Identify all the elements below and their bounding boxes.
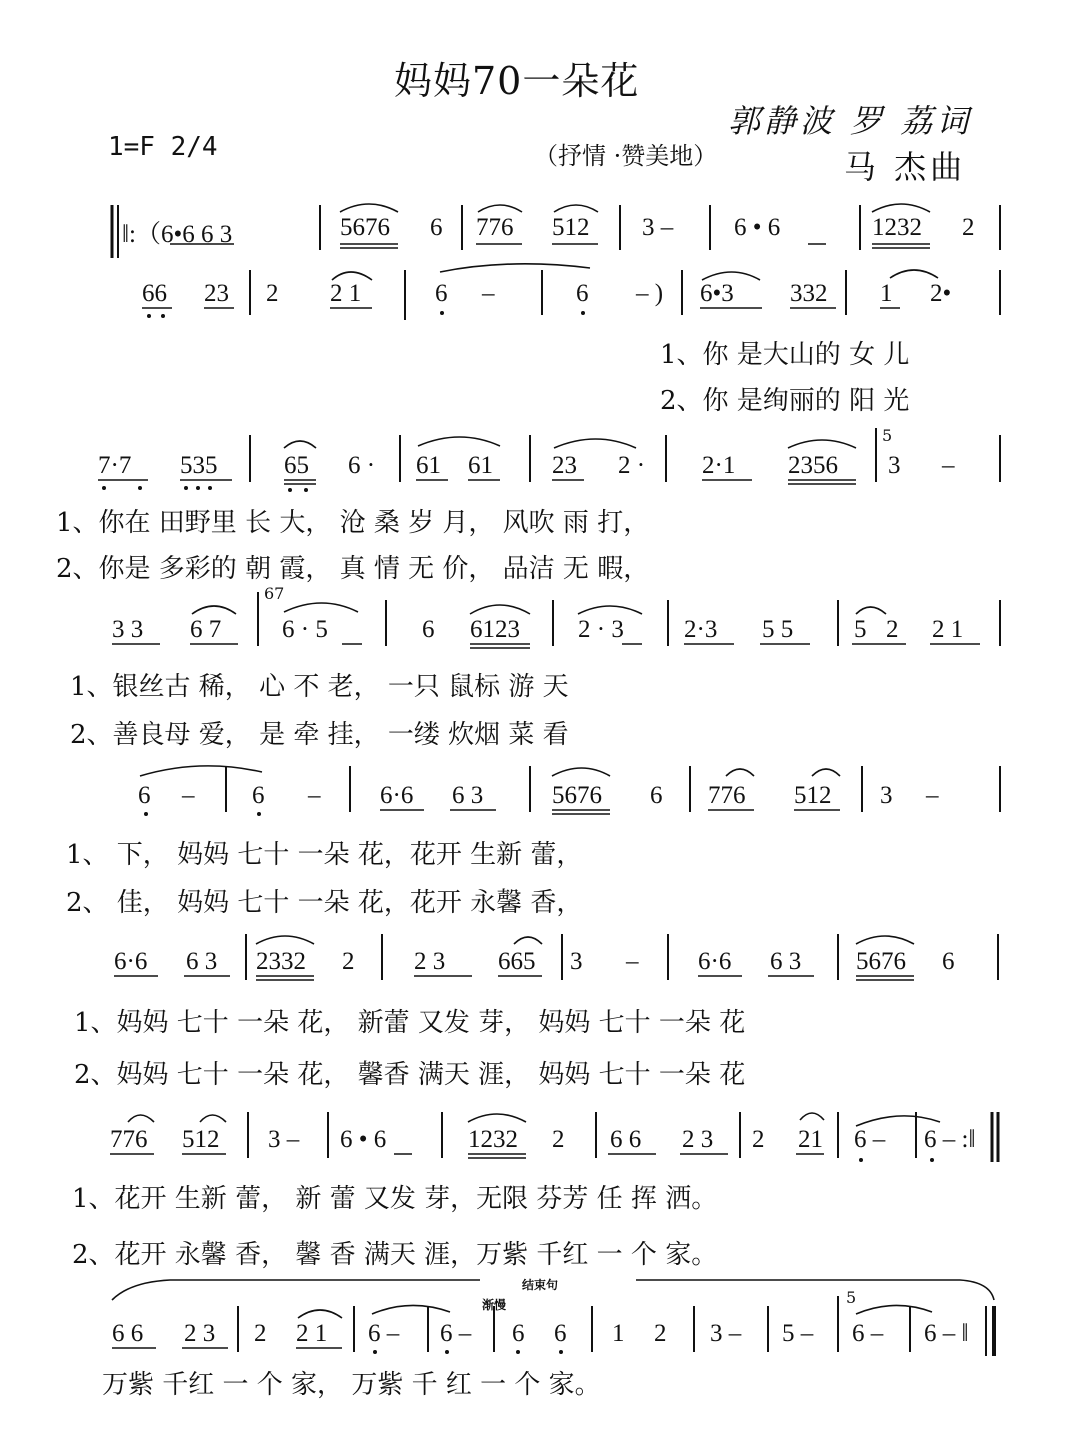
note-group: 3 bbox=[570, 948, 583, 975]
note-group: 5 5 bbox=[762, 616, 794, 643]
note-group: 5676 bbox=[552, 782, 602, 809]
lyric-line-1: 1、你 是大山的 女 儿 bbox=[660, 340, 910, 370]
note-group: 3 3 bbox=[112, 616, 144, 643]
note-group: 776 bbox=[708, 782, 746, 809]
note-group: 6 – bbox=[368, 1320, 400, 1347]
note-group: 61 bbox=[468, 452, 493, 479]
note-group: – bbox=[926, 782, 939, 809]
beams-system-1 bbox=[170, 244, 930, 248]
note-group: 6·6 bbox=[114, 948, 148, 975]
note-group: 2·3 bbox=[684, 616, 718, 643]
expression-marking: （抒情 ·赞美地） bbox=[534, 142, 718, 170]
note-group: 2 bbox=[552, 1126, 565, 1153]
note-group: 3 – bbox=[710, 1320, 742, 1347]
lyric-line-2: 2、妈妈 七十 一朵 花， 馨香 满天 涯， 妈妈 七十 一朵 花 bbox=[74, 1060, 746, 1090]
slurs-system-7 bbox=[128, 1113, 940, 1126]
note-group: – ) bbox=[636, 280, 664, 307]
note-group: 2 bbox=[752, 1126, 765, 1153]
note-group: 6 bbox=[252, 782, 265, 809]
note-group: 3 bbox=[880, 782, 893, 809]
beams-system-7 bbox=[110, 1154, 824, 1158]
key-signature: 1=F 2/4 bbox=[108, 132, 218, 162]
note-group: 6 · 5 bbox=[282, 616, 328, 643]
note-group: 2 bbox=[342, 948, 355, 975]
note-group: – bbox=[482, 280, 495, 307]
note-group: 2332 bbox=[256, 948, 306, 975]
note-group: 665 bbox=[498, 948, 536, 975]
note-group: 6 bbox=[422, 616, 435, 643]
note-group: – bbox=[182, 782, 195, 809]
note-group: 6 bbox=[576, 280, 589, 307]
slurs-system-5 bbox=[140, 766, 840, 776]
note-group: 6 bbox=[512, 1320, 525, 1347]
note-group: 6 – ‖ bbox=[924, 1320, 969, 1347]
lyric-line-1: 1、 下， 妈妈 七十 一朵 花，花开 生新 蕾， bbox=[66, 840, 583, 870]
note-group: 65 bbox=[284, 452, 309, 479]
note-group: 6 3 bbox=[452, 782, 484, 809]
lyric-line-2: 2、你 是绚丽的 阳 光 bbox=[660, 386, 910, 416]
note-group: 2 · 3 bbox=[578, 616, 624, 643]
lyric-line-1: 1、妈妈 七十 一朵 花， 新蕾 又发 芽， 妈妈 七十 一朵 花 bbox=[74, 1008, 746, 1038]
note-group: 6 7 bbox=[190, 616, 222, 643]
note-group: 6 bbox=[435, 280, 448, 307]
note-group: 2 bbox=[962, 214, 975, 241]
note-group: 2·1 bbox=[702, 452, 736, 479]
note-group: 6 bbox=[554, 1320, 567, 1347]
note-group: 6 – bbox=[854, 1126, 886, 1153]
note-group: 512 bbox=[182, 1126, 220, 1153]
note-group: 3 – bbox=[642, 214, 674, 241]
note-group: 776 bbox=[110, 1126, 148, 1153]
slurs-system-2 bbox=[332, 264, 938, 280]
lyric-line-2: 2、花开 永馨 香， 馨 香 满天 涯，万紫 千红 一 个 家。 bbox=[72, 1240, 718, 1270]
note-group: 2 3 bbox=[414, 948, 446, 975]
lyricist-credit: 郭静波 罗 荔词 bbox=[728, 102, 973, 140]
note-group: – bbox=[626, 948, 639, 975]
note-group: 23 bbox=[204, 280, 229, 307]
note-group: 6 bbox=[138, 782, 151, 809]
note-group: 6 – bbox=[852, 1320, 884, 1347]
note-group: 21 bbox=[798, 1126, 823, 1153]
note-group: 512 bbox=[794, 782, 832, 809]
ritardando-marking: 渐慢 bbox=[482, 1298, 507, 1312]
ending-phrase-marking: 结束句 bbox=[522, 1278, 559, 1292]
note-group: 6·6 bbox=[698, 948, 732, 975]
note-group: 1232 bbox=[468, 1126, 518, 1153]
slurs-system-8 bbox=[298, 1305, 932, 1318]
slurs-system-1 bbox=[340, 204, 930, 212]
note-group: 6 · bbox=[348, 452, 376, 479]
beams-system-6 bbox=[114, 976, 914, 980]
slurs-system-4 bbox=[192, 603, 886, 614]
composer-credit: 马 杰曲 bbox=[844, 148, 967, 186]
grace-note: 5 bbox=[882, 426, 893, 445]
note-group: 6 – :‖ bbox=[924, 1126, 976, 1153]
note-group: 2 3 bbox=[184, 1320, 216, 1347]
grace-note: 67 bbox=[264, 584, 285, 603]
note-group: 1232 bbox=[872, 214, 922, 241]
dots-system-8 bbox=[373, 1350, 563, 1354]
lyric-line-1: 1、花开 生新 蕾， 新 蕾 又发 芽，无限 芬芳 任 挥 洒。 bbox=[72, 1184, 718, 1214]
note-group: 2 3 bbox=[682, 1126, 714, 1153]
lyric-line-2: 2、你是 多彩的 朝 霞， 真 情 无 价， 品洁 无 暇， bbox=[56, 554, 650, 584]
note-group: 2• bbox=[930, 280, 952, 307]
note-group: 6 3 bbox=[186, 948, 218, 975]
slurs-system-6 bbox=[256, 936, 914, 944]
note-group: 2 bbox=[266, 280, 279, 307]
note-group: 23 bbox=[552, 452, 577, 479]
note-group: 6 6 bbox=[610, 1126, 642, 1153]
note-group: – bbox=[942, 452, 955, 479]
note-group: 512 bbox=[552, 214, 590, 241]
slurs-system-3 bbox=[284, 437, 856, 448]
lyric-line-1: 1、你在 田野里 长 大， 沧 桑 岁 月， 风吹 雨 打， bbox=[56, 508, 650, 538]
lyric-line-1: 1、银丝古 稀， 心 不 老， 一只 鼠标 游 天 bbox=[70, 672, 569, 702]
note-group: 3 bbox=[888, 452, 901, 479]
note-group: 61 bbox=[416, 452, 441, 479]
lyric-line-1: 万紫 千红 一 个 家， 万紫 千 红 一 个 家。 bbox=[102, 1370, 601, 1400]
note-group: 2 · bbox=[618, 452, 646, 479]
note-group: 6 • 6 bbox=[734, 214, 781, 241]
note-group: 332 bbox=[790, 280, 828, 307]
note-group: 7·7 bbox=[98, 452, 132, 479]
note-group: 6 bbox=[942, 948, 955, 975]
note-group: 6 • 6 bbox=[340, 1126, 387, 1153]
lyric-line-2: 2、善良母 爱， 是 牵 挂， 一缕 炊烟 菜 看 bbox=[70, 720, 569, 750]
note-group: 2 bbox=[886, 616, 899, 643]
note-group: 5 bbox=[854, 616, 867, 643]
note-group: 2 1 bbox=[296, 1320, 328, 1347]
dots-system-7 bbox=[859, 1158, 934, 1162]
note-group: 6·6 bbox=[380, 782, 414, 809]
note-group: 1 bbox=[612, 1320, 625, 1347]
note-group: 5676 bbox=[340, 214, 390, 241]
note-group: – bbox=[308, 782, 321, 809]
dots-system-2 bbox=[147, 311, 585, 318]
note-group: 5676 bbox=[856, 948, 906, 975]
beams-system-4 bbox=[112, 644, 980, 648]
lyric-line-2: 2、 佳， 妈妈 七十 一朵 花，花开 永馨 香， bbox=[66, 888, 583, 918]
note-group: 6 3 bbox=[770, 948, 802, 975]
note-group: 6 – bbox=[440, 1320, 472, 1347]
grace-note: 5 bbox=[846, 1288, 857, 1307]
note-group: 5 – bbox=[782, 1320, 814, 1347]
note-group: 6 bbox=[430, 214, 443, 241]
beams-system-3 bbox=[98, 480, 856, 484]
note-group: 1 bbox=[880, 280, 893, 307]
note-group: 2356 bbox=[788, 452, 838, 479]
beams-system-5 bbox=[380, 810, 840, 814]
note-group: 6•3 bbox=[700, 280, 734, 307]
note-group: 2 1 bbox=[932, 616, 964, 643]
note-group: 6123 bbox=[470, 616, 520, 643]
dots-system-3 bbox=[102, 486, 308, 492]
note-group: 3 – bbox=[268, 1126, 300, 1153]
note-group: 6 6 bbox=[112, 1320, 144, 1347]
note-group: 2 bbox=[654, 1320, 667, 1347]
note-group: ‖:（6•6 6 3 bbox=[122, 221, 233, 248]
note-group: 6 bbox=[650, 782, 663, 809]
song-title: 妈妈70一朵花 bbox=[394, 59, 640, 103]
dots-system-5 bbox=[144, 812, 261, 816]
note-group: 776 bbox=[476, 214, 514, 241]
note-group: 2 bbox=[254, 1320, 267, 1347]
note-group: 66 bbox=[142, 280, 167, 307]
note-group: 2 1 bbox=[330, 280, 362, 307]
note-group: 535 bbox=[180, 452, 218, 479]
